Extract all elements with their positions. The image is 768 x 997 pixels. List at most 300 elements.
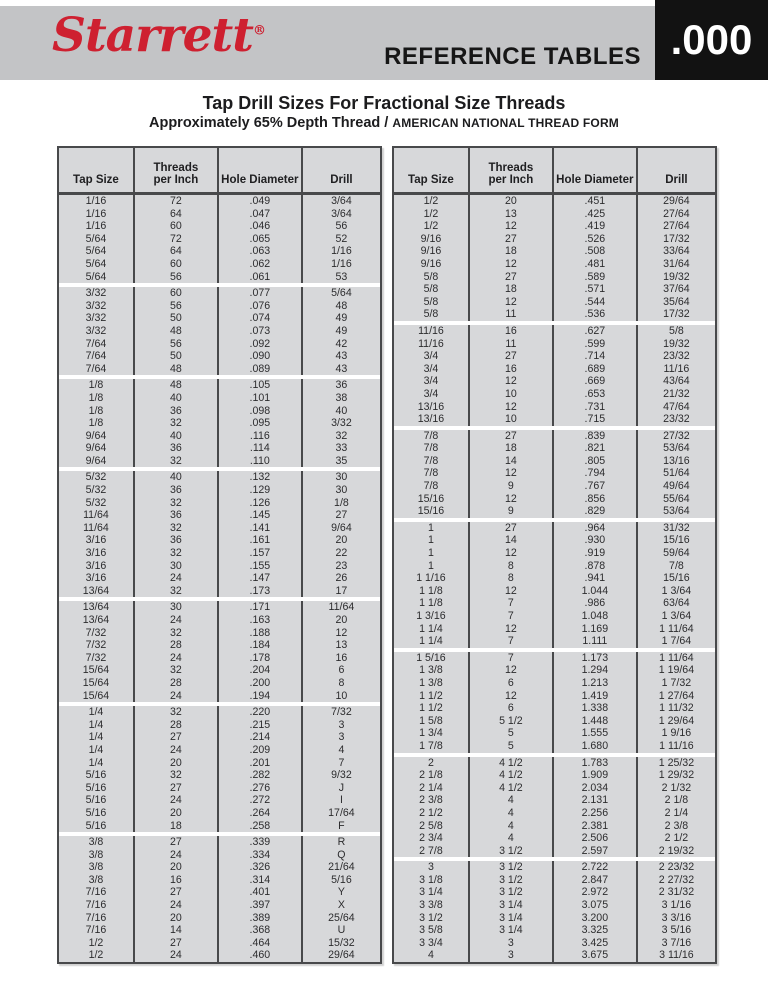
table-cell: 31/64 — [663, 257, 690, 270]
table-cell: .047 — [218, 208, 302, 221]
table-cell: 36 — [134, 509, 218, 522]
table-cell: .157 — [218, 547, 302, 560]
table-row — [58, 585, 381, 598]
table-cell: 5/16 — [58, 807, 134, 820]
table-row — [393, 715, 716, 728]
table-cell: 4 — [469, 832, 553, 845]
table-cell: .334 — [218, 849, 302, 862]
table-cell: 1/16 — [58, 208, 134, 221]
table-row — [393, 547, 716, 560]
table-cell: 3 1/2 — [393, 912, 469, 925]
table-cell: 12 — [469, 258, 553, 271]
table-cell: 1/16 — [331, 245, 352, 258]
table-row — [58, 924, 381, 937]
table-row — [393, 585, 716, 598]
table-cell: 20 — [134, 757, 218, 770]
table-cell: .460 — [218, 949, 302, 963]
table-row — [58, 861, 381, 874]
table-cell: 1 19/64 — [658, 664, 695, 677]
table-cell: 49/64 — [663, 480, 690, 493]
table-cell: 25/64 — [328, 911, 355, 924]
table-cell: 1.173 — [553, 652, 637, 665]
table-row — [393, 820, 716, 833]
table-cell: 2.847 — [553, 874, 637, 887]
table-cell: 3/32 — [331, 417, 352, 430]
table-row — [393, 949, 716, 963]
table-cell: 20 — [134, 807, 218, 820]
table-cell: 12 — [469, 547, 553, 560]
table-cell: 18 — [469, 442, 553, 455]
table-row — [393, 623, 716, 636]
table-cell: 53/64 — [663, 442, 690, 455]
table-row — [393, 430, 716, 443]
table-cell: R — [337, 836, 346, 849]
table-cell: 1 29/64 — [658, 714, 695, 727]
table-cell: .526 — [553, 233, 637, 246]
table-cell: 1.338 — [553, 702, 637, 715]
table-cell: 2 — [393, 757, 469, 770]
table-cell: .282 — [218, 769, 302, 782]
table-cell: 52 — [335, 232, 348, 245]
table-row — [393, 702, 716, 715]
table-cell: 13 — [335, 639, 348, 652]
table-cell: 16 — [469, 325, 553, 338]
table-row — [393, 874, 716, 887]
table-cell: 3 — [338, 731, 345, 744]
table-cell: 1.448 — [553, 715, 637, 728]
table-cell: 5/32 — [58, 484, 134, 497]
table-cell: 60 — [134, 258, 218, 271]
table-cell: 55/64 — [663, 492, 690, 505]
table-row — [58, 820, 381, 833]
table-cell: .214 — [218, 731, 302, 744]
table-cell: 14 — [469, 534, 553, 547]
column-header: Tap Size — [393, 147, 469, 194]
table-cell: 12 — [469, 467, 553, 480]
table-cell: 13/16 — [393, 413, 469, 426]
table-row — [58, 338, 381, 351]
table-row — [393, 233, 716, 246]
table-row — [58, 949, 381, 963]
table-cell: 3/4 — [393, 363, 469, 376]
table-cell: .073 — [218, 325, 302, 338]
table-row — [393, 296, 716, 309]
table-cell: 36 — [134, 442, 218, 455]
table-cell: .805 — [553, 455, 637, 468]
table-cell: 1/8 — [58, 417, 134, 430]
table-cell: 49 — [335, 324, 348, 337]
table-cell: 1 7/8 — [393, 740, 469, 753]
table-cell: 2 27/32 — [658, 873, 695, 886]
page-subtitle — [0, 115, 768, 131]
table-cell: .264 — [218, 807, 302, 820]
table-cell: .049 — [218, 194, 302, 208]
table-cell: 1 3/4 — [393, 727, 469, 740]
table-row — [58, 769, 381, 782]
table-cell: 3 3/4 — [393, 937, 469, 950]
table-cell: 12 — [469, 623, 553, 636]
table-row — [58, 442, 381, 455]
table-row — [58, 807, 381, 820]
table-cell: 1/4 — [58, 719, 134, 732]
table-row — [58, 417, 381, 430]
table-cell: 9/64 — [331, 521, 352, 534]
table-cell: .046 — [218, 220, 302, 233]
table-row — [58, 312, 381, 325]
table-cell: 23/32 — [663, 413, 690, 426]
table-cell: 47/64 — [663, 400, 690, 413]
table-cell: 64 — [134, 245, 218, 258]
table-cell: 1.680 — [553, 740, 637, 753]
table-row — [393, 572, 716, 585]
table-cell: 3/64 — [331, 195, 352, 207]
table-row — [393, 782, 716, 795]
table-cell: 1.213 — [553, 677, 637, 690]
table-cell: 15/64 — [58, 690, 134, 703]
table-cell: 14 — [469, 455, 553, 468]
table-cell: 7/16 — [58, 899, 134, 912]
column-header: Threads per Inch — [134, 147, 218, 194]
table-row — [393, 338, 716, 351]
table-cell: 50 — [134, 350, 218, 363]
table-cell: 2 1/4 — [393, 782, 469, 795]
table-cell: 1 1/4 — [393, 635, 469, 648]
table-cell: 12 — [335, 626, 348, 639]
table-row — [58, 849, 381, 862]
table-cell: 24 — [134, 949, 218, 963]
page-title: Tap Drill Sizes For Fractional Size Threads — [202, 93, 566, 113]
table-cell: .368 — [218, 924, 302, 937]
table-cell: .184 — [218, 639, 302, 652]
table-cell: 5/16 — [331, 873, 352, 886]
table-cell: 24 — [134, 652, 218, 665]
table-cell: .397 — [218, 899, 302, 912]
table-cell: .110 — [218, 455, 302, 468]
table-cell: 3/16 — [58, 534, 134, 547]
table-cell: 48 — [335, 299, 348, 312]
table-cell: 15/16 — [393, 505, 469, 518]
table-cell: .919 — [553, 547, 637, 560]
reference-tables-label: REFERENCE TABLES — [384, 43, 641, 70]
table-cell: 1 27/64 — [658, 689, 695, 702]
table-cell: 30 — [335, 471, 348, 484]
table-cell: 8 — [338, 676, 345, 689]
table-cell: 3 1/2 — [469, 861, 553, 874]
table-cell: 15/32 — [328, 936, 355, 949]
table-cell: 1/2 — [393, 220, 469, 233]
table-cell: 17/64 — [328, 806, 355, 819]
table-row — [393, 740, 716, 753]
table-cell: 20 — [335, 614, 348, 626]
table-cell: .194 — [218, 690, 302, 703]
table-cell: 7 — [469, 597, 553, 610]
table-cell: 7 — [338, 756, 345, 769]
table-cell: 1 3/8 — [393, 677, 469, 690]
table-cell: 27/32 — [663, 429, 690, 442]
table-cell: .114 — [218, 442, 302, 455]
table-cell: 33/64 — [663, 245, 690, 258]
page-code-box — [655, 0, 768, 80]
table-row — [58, 245, 381, 258]
table-cell: 56 — [134, 271, 218, 284]
table-cell: 4 — [338, 743, 345, 756]
table-cell: .200 — [218, 677, 302, 690]
table-cell: 24 — [134, 794, 218, 807]
table-cell: .339 — [218, 836, 302, 849]
table-cell: 2 3/8 — [664, 819, 689, 832]
table-row — [58, 677, 381, 690]
table-cell: 48 — [134, 379, 218, 392]
table-cell: .173 — [218, 585, 302, 598]
table-row — [58, 534, 381, 547]
table-cell: 1 5/8 — [393, 715, 469, 728]
table-row — [58, 731, 381, 744]
table-cell: .171 — [218, 601, 302, 614]
table-cell: 1 11/16 — [659, 739, 694, 752]
table-cell: 7 — [469, 652, 553, 665]
table-cell: 3 — [469, 949, 553, 963]
column-header: Drill — [637, 147, 716, 194]
table-row — [393, 363, 716, 376]
table-row — [393, 899, 716, 912]
table-cell: 40 — [134, 471, 218, 484]
table-row — [393, 245, 716, 258]
table-cell: .425 — [553, 208, 637, 221]
table-row — [393, 690, 716, 703]
table-cell: 27/64 — [663, 207, 690, 220]
table-cell: 2 1/32 — [661, 781, 692, 794]
table-cell: 1 1/8 — [393, 597, 469, 610]
table-cell: 20 — [335, 534, 348, 547]
table-cell: 2 5/8 — [393, 820, 469, 833]
table-cell: 3/4 — [393, 375, 469, 388]
table-cell: 72 — [134, 194, 218, 208]
table-cell: 1 7/64 — [661, 635, 692, 648]
table-cell: 17/32 — [663, 232, 690, 245]
table-row — [58, 522, 381, 535]
table-cell: 7 — [469, 635, 553, 648]
table-cell: .419 — [553, 220, 637, 233]
table-cell: 10 — [469, 413, 553, 426]
table-cell: .326 — [218, 861, 302, 874]
table-cell: 9/16 — [393, 258, 469, 271]
table-cell: 7/16 — [58, 924, 134, 937]
table-cell: 24 — [134, 899, 218, 912]
table-row — [393, 522, 716, 535]
table-cell: 48 — [134, 325, 218, 338]
table-cell: .731 — [553, 401, 637, 414]
table-cell: 3 5/8 — [393, 924, 469, 937]
table-row — [58, 208, 381, 221]
table-cell: 10 — [335, 689, 348, 702]
table-cell: 3 1/16 — [661, 899, 692, 912]
table-cell: 2.131 — [553, 794, 637, 807]
table-cell: 31/32 — [663, 521, 690, 534]
table-row — [393, 861, 716, 874]
table-cell: 1/2 — [58, 949, 134, 963]
table-row — [393, 610, 716, 623]
table-row — [393, 807, 716, 820]
table-cell: 7/8 — [393, 442, 469, 455]
table-cell: 1.909 — [553, 769, 637, 782]
table-cell: 43 — [335, 350, 348, 363]
table-cell: .141 — [218, 522, 302, 535]
table-cell: 11/64 — [58, 522, 134, 535]
table-cell: 7/8 — [393, 480, 469, 493]
table-cell: 3/8 — [58, 849, 134, 862]
table-cell: .155 — [218, 560, 302, 573]
table-cell: 12 — [469, 493, 553, 506]
table-cell: 3.675 — [553, 949, 637, 963]
table-cell: 3/64 — [331, 207, 352, 220]
table-cell: 51/64 — [663, 467, 690, 480]
table-cell: 3 — [469, 937, 553, 950]
right-table — [392, 146, 717, 964]
tables-container — [57, 146, 717, 964]
table-cell: 3/32 — [58, 325, 134, 338]
header-row — [393, 147, 716, 194]
table-cell: 1 3/64 — [661, 610, 692, 622]
table-row — [58, 886, 381, 899]
table-cell: .062 — [218, 258, 302, 271]
table-cell: 15/64 — [58, 677, 134, 690]
table-row — [58, 652, 381, 665]
table-cell: 2.256 — [553, 807, 637, 820]
table-cell: .074 — [218, 312, 302, 325]
table-row — [58, 757, 381, 770]
table-cell: 7/8 — [393, 430, 469, 443]
table-cell: .941 — [553, 572, 637, 585]
table-row — [58, 455, 381, 468]
table-cell: .829 — [553, 505, 637, 518]
table-cell: 5/16 — [58, 794, 134, 807]
table-cell: 2.034 — [553, 782, 637, 795]
table-cell: 5/32 — [58, 497, 134, 510]
table-cell: 19/32 — [663, 270, 690, 283]
column-header: Hole Diameter — [218, 147, 302, 194]
table-cell: 7 — [469, 610, 553, 623]
table-cell: 19/32 — [663, 337, 690, 350]
table-cell: 9/64 — [58, 455, 134, 468]
table-cell: 1 — [393, 560, 469, 573]
table-cell: 11/16 — [393, 325, 469, 338]
table-cell: .061 — [218, 271, 302, 284]
table-cell: .201 — [218, 757, 302, 770]
table-cell: 56 — [134, 300, 218, 313]
table-cell: 48 — [134, 363, 218, 376]
table-cell: 5 1/2 — [469, 715, 553, 728]
table-cell: 4 1/2 — [469, 757, 553, 770]
table-row — [393, 677, 716, 690]
table-cell: 59/64 — [663, 547, 690, 560]
table-cell: 1 11/64 — [659, 651, 694, 664]
table-cell: 5/8 — [393, 296, 469, 309]
table-row — [393, 560, 716, 573]
table-cell: 53/64 — [663, 505, 690, 518]
table-cell: 5/8 — [393, 308, 469, 321]
table-cell: J — [338, 781, 345, 794]
table-cell: 12 — [469, 585, 553, 598]
table-cell: 5/64 — [58, 233, 134, 246]
table-cell: 3 1/4 — [469, 899, 553, 912]
table-cell: .132 — [218, 471, 302, 484]
table-cell: 27 — [469, 271, 553, 284]
table-cell: 11/16 — [393, 338, 469, 351]
table-cell: 1 — [393, 547, 469, 560]
table-cell: 3.425 — [553, 937, 637, 950]
table-cell: 5/64 — [58, 258, 134, 271]
table-cell: 32 — [134, 497, 218, 510]
column-header: Threads per Inch — [469, 147, 553, 194]
table-cell: 3.325 — [553, 924, 637, 937]
table-cell: 4 — [469, 807, 553, 820]
table-cell: 1 1/16 — [393, 572, 469, 585]
table-cell: 2 1/8 — [393, 769, 469, 782]
table-cell: 40 — [335, 404, 348, 417]
table-cell: .767 — [553, 480, 637, 493]
table-cell: 20 — [469, 194, 553, 208]
table-cell: .599 — [553, 338, 637, 351]
table-cell: .276 — [218, 782, 302, 795]
table-row — [393, 208, 716, 221]
table-cell: 35/64 — [663, 295, 690, 308]
table-cell: 2 19/32 — [658, 844, 695, 857]
table-cell: 1.294 — [553, 664, 637, 677]
table-cell: 3 1/8 — [393, 874, 469, 887]
table-cell: 3/8 — [58, 874, 134, 887]
table-row — [58, 379, 381, 392]
table-cell: 3/4 — [393, 388, 469, 401]
table-cell: 3.200 — [553, 912, 637, 925]
table-cell: F — [338, 819, 345, 832]
table-cell: 1 25/32 — [658, 756, 695, 769]
table-cell: 32 — [335, 429, 348, 442]
table-cell: .116 — [218, 430, 302, 443]
table-cell: 3/16 — [58, 547, 134, 560]
table-cell: 53 — [335, 270, 348, 283]
header-row — [58, 147, 381, 194]
table-row — [393, 635, 716, 648]
table-cell: 9/32 — [331, 769, 352, 782]
table-cell: 16 — [469, 363, 553, 376]
table-cell: .878 — [553, 560, 637, 573]
table-cell: .098 — [218, 405, 302, 418]
table-cell: 3 1/4 — [469, 912, 553, 925]
table-row — [58, 194, 381, 208]
table-cell: 1.044 — [553, 585, 637, 598]
table-row — [393, 325, 716, 338]
table-cell: 3 — [393, 861, 469, 874]
table-cell: 3 1/2 — [469, 845, 553, 858]
table-row — [58, 405, 381, 418]
table-cell: 29/64 — [328, 949, 355, 962]
table-row — [58, 899, 381, 912]
table-cell: .821 — [553, 442, 637, 455]
table-cell: 36 — [134, 534, 218, 547]
table-row — [393, 308, 716, 321]
table-cell: 1/8 — [58, 405, 134, 418]
table-cell: 64 — [134, 208, 218, 221]
table-cell: 5/8 — [393, 283, 469, 296]
table-cell: 17/32 — [663, 308, 690, 321]
table-cell: 11/64 — [58, 509, 134, 522]
table-cell: 5/32 — [58, 471, 134, 484]
table-cell: .481 — [553, 258, 637, 271]
table-cell: .589 — [553, 271, 637, 284]
table-cell: .163 — [218, 614, 302, 627]
table-row — [58, 627, 381, 640]
table-cell: 28 — [134, 639, 218, 652]
